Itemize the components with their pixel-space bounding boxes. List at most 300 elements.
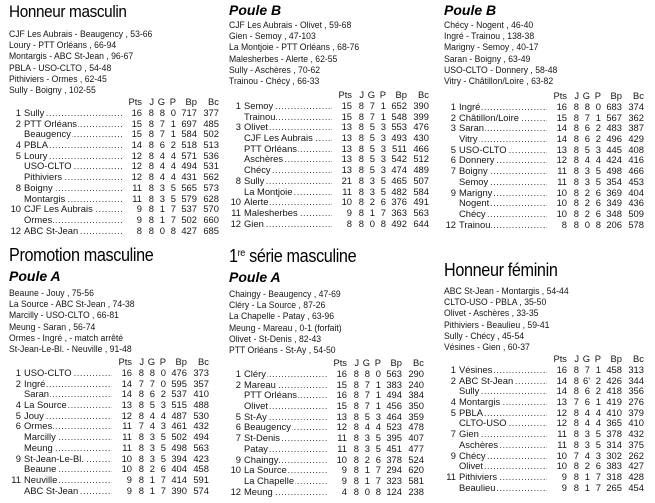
team-name: Boigny	[459, 166, 488, 177]
stat-j: 8	[573, 100, 579, 112]
stat-g: 2	[584, 197, 590, 209]
header-bc: Bc	[208, 96, 219, 108]
team-name: USO-CLTO	[24, 161, 72, 172]
team-name: PTT Orléans	[244, 143, 297, 154]
stat-g: 6	[584, 122, 590, 134]
header-pts: Pts	[333, 357, 347, 369]
stat-pts: 16	[556, 100, 567, 112]
stat-g: 8	[159, 106, 165, 118]
stat-j: 8	[573, 165, 579, 177]
team-name: Nogent	[459, 198, 490, 209]
stat-bp: 498	[606, 165, 622, 177]
team-name: Mareau	[244, 379, 276, 390]
stat-pts: 11	[122, 431, 132, 443]
team-name: Boigny	[24, 182, 53, 193]
rank: 1	[15, 106, 21, 118]
rank: 2	[15, 377, 21, 389]
match-result: Ingré - Trainou , 138-38	[444, 30, 535, 42]
stat-g: 5	[584, 143, 590, 155]
header-bc: Bc	[418, 89, 429, 101]
stat-g: 7	[369, 99, 375, 111]
stat-j: 8	[358, 153, 364, 165]
stat-g: 4	[159, 171, 165, 183]
section-title: Honneur féminin	[444, 260, 558, 280]
stat-bp: 697	[181, 117, 197, 129]
team-cell	[244, 101, 334, 112]
match-result: Malesherbes - Alerte , 62-55	[229, 52, 338, 64]
team-cell	[244, 401, 329, 412]
stat-bc: 374	[628, 100, 644, 112]
stat-g: 4	[159, 149, 165, 161]
team-cell	[244, 165, 334, 176]
stat-bc: 410	[628, 417, 644, 429]
stat-bp: 445	[606, 143, 622, 155]
team-name: St-Jean-Le-Bl.	[24, 453, 84, 464]
match-result: ABC St-Jean - Montargis , 54-44	[444, 285, 569, 296]
match-result: Sully - Chécy , 45-54	[444, 329, 525, 341]
team-cell	[459, 177, 549, 188]
team-name: USO-CLTO	[459, 144, 507, 155]
stat-p: 6	[595, 207, 601, 219]
team-name: PTT Orléans	[24, 118, 77, 129]
team-cell	[24, 161, 124, 172]
team-name: Donnery	[459, 155, 495, 166]
stat-g: 7	[149, 377, 155, 389]
stat-p: 7	[170, 203, 176, 215]
rank: 1	[450, 100, 456, 112]
stat-bp: 483	[606, 122, 622, 134]
stat-j: 8	[358, 99, 364, 111]
stat-bp: 424	[606, 154, 622, 166]
stat-p: 6	[595, 186, 601, 198]
match-result: Montargis - ABC St-Jean , 96-67	[9, 50, 134, 62]
team-cell	[244, 208, 334, 219]
team-cell	[24, 183, 124, 194]
stat-p: 0	[595, 100, 601, 112]
standings-row	[229, 444, 424, 455]
team-cell	[24, 129, 124, 140]
rank	[9, 161, 24, 172]
rank	[444, 483, 459, 494]
rank: 7	[235, 432, 241, 444]
team-name: Pithiviers	[459, 471, 498, 482]
team-cell	[459, 113, 549, 124]
title-superscript: re	[237, 248, 245, 259]
stat-p: 5	[160, 431, 166, 443]
stat-g: 7	[584, 363, 590, 375]
stat-j: 8	[358, 196, 364, 208]
team-cell	[244, 176, 334, 187]
stat-g: 7	[159, 117, 165, 129]
header-team	[459, 354, 549, 365]
stat-bp: 383	[386, 378, 402, 390]
stat-pts: 13	[556, 143, 567, 155]
stat-bp: 548	[391, 110, 407, 122]
stat-p: 1	[595, 396, 601, 408]
stat-bc: 379	[628, 406, 644, 418]
stat-pts: 11	[122, 441, 132, 453]
stat-pts: 15	[341, 110, 352, 122]
stat-bp: 476	[171, 366, 187, 378]
stat-p: 6	[595, 460, 601, 472]
stat-p: 4	[375, 421, 381, 433]
stat-pts: 9	[341, 474, 347, 486]
stat-bc: 428	[628, 470, 644, 482]
team-name: La Source	[244, 465, 287, 476]
stat-bp: 595	[171, 377, 187, 389]
team-cell	[459, 472, 549, 483]
stat-j: 8	[573, 406, 579, 418]
stat-p: 6	[595, 197, 601, 209]
match-result: Saran - Boigny , 63-49	[444, 52, 531, 64]
team-cell	[24, 151, 124, 162]
stat-p: 1	[380, 99, 386, 111]
stat-bc: 562	[203, 171, 219, 183]
stat-g: 5	[364, 410, 370, 422]
stat-bp: 427	[181, 224, 197, 236]
results-list	[444, 19, 654, 86]
rank: 11	[11, 473, 21, 485]
stat-pts: 8	[561, 218, 567, 230]
team-cell	[459, 376, 549, 387]
stat-pts: 9	[126, 473, 132, 485]
stat-j: 8	[573, 218, 579, 230]
stat-bc: 509	[628, 207, 644, 219]
match-result: La Chapelle - Patay , 63-96	[229, 310, 335, 322]
stat-bc: 563	[413, 206, 429, 218]
stat-g: 3	[149, 452, 155, 464]
rank: 6	[235, 421, 241, 433]
stat-g: 0	[369, 217, 375, 229]
stat-bc: 436	[628, 197, 644, 209]
stat-g: 1	[584, 470, 590, 482]
stat-g: 1	[159, 213, 165, 225]
team-name: Alerte	[244, 197, 269, 208]
rank: 5	[15, 409, 21, 421]
stat-pts: 11	[337, 442, 347, 454]
stat-g: 1	[369, 206, 375, 218]
standings-row	[444, 440, 644, 451]
standings-row	[229, 219, 429, 230]
stat-j: 8	[573, 133, 579, 145]
header-j: J	[149, 96, 154, 108]
match-result: PTT Orléans - St-Ay , 54-50	[229, 344, 336, 356]
stat-p: 4	[170, 171, 176, 183]
match-result: Loury - PTT Orléans , 66-94	[9, 39, 117, 51]
stat-pts: 16	[131, 106, 142, 118]
stat-g: 7	[159, 128, 165, 140]
stat-bp: 518	[181, 139, 197, 151]
stat-pts: 15	[336, 378, 347, 390]
match-result: Marcilly - USO-CLTO , 66-81	[9, 309, 119, 321]
stat-p: 3	[595, 449, 601, 461]
stat-p: 3	[380, 142, 386, 154]
team-name: Saran	[24, 389, 50, 400]
stat-p: 2	[595, 122, 601, 134]
match-result: Gien - Semoy , 47-103	[229, 30, 316, 42]
stat-pts: 9	[561, 470, 567, 482]
rank: 5	[450, 143, 456, 155]
stat-g: 4	[159, 160, 165, 172]
stat-pts: 13	[341, 142, 352, 154]
stat-g: 8	[364, 367, 370, 379]
stat-bc: 578	[628, 218, 644, 230]
stat-bc: 488	[193, 399, 209, 411]
rank: 6	[15, 420, 21, 432]
stat-bc: 466	[628, 165, 644, 177]
team-cell	[24, 443, 114, 454]
stat-pts: 14	[121, 388, 132, 400]
stat-bp: 419	[606, 396, 622, 408]
team-cell	[459, 198, 549, 209]
team-name: Pithiviers	[24, 172, 63, 183]
team-name: Montargis	[459, 397, 501, 408]
team-cell	[244, 122, 334, 133]
stat-bp: 494	[181, 160, 197, 172]
header-pts: Pts	[338, 89, 352, 101]
stat-bc: 513	[203, 139, 219, 151]
rank: 1	[235, 367, 241, 379]
match-result: Vitry - Châtillon/Loire , 63-82	[444, 75, 554, 87]
rank	[229, 133, 244, 144]
stat-bp: 553	[391, 121, 407, 133]
stat-pts: 16	[556, 363, 567, 375]
stat-g: 6	[584, 385, 590, 397]
stat-p: 1	[170, 128, 176, 140]
stat-p: 4	[160, 409, 166, 421]
match-result: Meung - Mareau , 0-1 (forfait)	[229, 321, 342, 333]
team-cell	[459, 451, 549, 462]
team-name: Meung	[244, 486, 273, 497]
team-cell	[24, 172, 124, 183]
stat-j: 8	[148, 171, 154, 183]
poule-title: Poule A	[229, 269, 281, 285]
team-name: Chécy	[459, 208, 486, 219]
stat-bc: 502	[203, 128, 219, 140]
stat-j: 8	[353, 389, 359, 401]
stat-p: 3	[380, 164, 386, 176]
team-cell	[459, 365, 549, 376]
section-title: Promotion masculine	[9, 245, 154, 265]
stat-g: 6	[584, 133, 590, 145]
rank: 4	[15, 399, 21, 411]
team-name: Malesherbes	[244, 207, 298, 218]
rank	[9, 486, 24, 497]
team-cell	[459, 461, 549, 472]
stat-p: 5	[595, 438, 601, 450]
stat-pts: 10	[336, 453, 347, 465]
stat-j: 8	[353, 367, 359, 379]
team-name: Ingré	[459, 101, 481, 112]
stat-j: 8	[353, 453, 359, 465]
stat-p: 7	[160, 473, 166, 485]
stat-bc: 390	[413, 99, 429, 111]
header-bp: Bp	[610, 90, 622, 102]
match-result: Pithiviers - Ormes , 62-45	[9, 72, 107, 84]
stat-j: 8	[573, 122, 579, 134]
team-name: Cléry	[244, 368, 266, 379]
header-team	[24, 357, 114, 368]
rank: 2	[450, 111, 456, 123]
match-result: CJF Les Aubrais - Olivet , 59-68	[229, 19, 352, 30]
stat-pts: 4	[341, 485, 347, 497]
stat-bp: 394	[171, 452, 187, 464]
stat-bp: 563	[386, 367, 402, 379]
header-bp: Bp	[175, 356, 187, 368]
team-name: La Source	[24, 400, 67, 411]
team-name: Olivet	[459, 461, 483, 472]
stat-pts: 15	[341, 99, 352, 111]
stat-g: 2	[364, 453, 370, 465]
stat-bp: 314	[606, 438, 622, 450]
stat-j: 8	[358, 185, 364, 197]
stat-j: 7	[138, 377, 144, 389]
stat-j: 8	[573, 481, 579, 493]
team-name: CLTO-USO	[459, 418, 507, 429]
stat-pts: 13	[341, 164, 352, 176]
stat-bp: 465	[391, 174, 407, 186]
stat-j: 8	[148, 117, 154, 129]
rank: 7	[450, 428, 456, 440]
header-g: G	[157, 96, 165, 108]
stat-bp: 565	[181, 181, 197, 193]
stat-bp: 426	[606, 374, 622, 386]
team-cell	[24, 215, 124, 226]
stat-p: 4	[595, 406, 601, 418]
stat-p: 1	[380, 110, 386, 122]
header-j: J	[359, 89, 364, 101]
stat-g: 7	[364, 400, 370, 412]
stat-j: 8	[138, 409, 144, 421]
match-result: Vésines - Gien , 60-37	[444, 341, 530, 353]
header-bp: Bp	[185, 96, 197, 108]
team-cell	[244, 187, 334, 198]
results-list	[444, 285, 654, 352]
header-team	[24, 97, 124, 108]
stat-pts: 12	[556, 406, 567, 418]
rank: 9	[450, 186, 456, 198]
stat-bp: 542	[391, 153, 407, 165]
stat-bp: 124	[386, 485, 402, 497]
stat-pts: 13	[121, 399, 132, 411]
stat-j: 8	[148, 149, 154, 161]
stat-bc: 408	[628, 143, 644, 155]
match-result: La Montjoie - PTT Orléans , 68-76	[229, 41, 360, 53]
stat-pts: 10	[556, 460, 567, 472]
stat-pts: 9	[136, 213, 142, 225]
stat-j: 8	[353, 464, 359, 476]
header-j: J	[574, 90, 579, 102]
stat-p: 4	[595, 417, 601, 429]
section-premiere-serie	[229, 244, 434, 497]
stat-bp: 376	[391, 196, 407, 208]
rank: 12	[445, 218, 456, 230]
stat-bc: 581	[408, 474, 424, 486]
stat-bp: 378	[606, 428, 622, 440]
team-name: Beaune	[24, 464, 57, 475]
stat-pts: 14	[131, 139, 142, 151]
stat-bc: 466	[413, 142, 429, 154]
team-name: Chaingy	[244, 454, 279, 465]
stat-p: 5	[595, 165, 601, 177]
team-cell	[244, 380, 329, 391]
rank: 2	[235, 378, 241, 390]
team-cell	[459, 483, 549, 494]
stat-bp: 363	[391, 206, 407, 218]
stat-bc: 399	[413, 110, 429, 122]
rank: 5	[450, 406, 456, 418]
stat-j: 8	[573, 460, 579, 472]
standings-row	[444, 483, 644, 494]
header-g: G	[582, 90, 590, 102]
stat-pts: 16	[336, 367, 347, 379]
stat-bc: 507	[413, 174, 429, 186]
stat-pts: 9	[126, 484, 132, 496]
team-name: La Chapelle	[244, 475, 295, 486]
match-result: CJF Les Aubrais - Beaugency , 53-66	[9, 28, 153, 39]
stat-pts: 12	[336, 421, 347, 433]
rank: 9	[15, 452, 21, 464]
stat-j: 8	[353, 442, 359, 454]
stat-g: 2	[584, 207, 590, 219]
title-number: 1	[229, 246, 238, 266]
match-result: Sully - Boigny , 102-55	[9, 84, 96, 96]
stat-pts: 11	[337, 432, 347, 444]
stat-bc: 489	[413, 164, 429, 176]
rank: 9	[235, 453, 241, 465]
stat-bc: 563	[193, 441, 209, 453]
header-team	[244, 90, 334, 101]
stat-bp: 567	[606, 111, 622, 123]
team-cell	[24, 421, 114, 432]
section-title	[229, 244, 414, 266]
stat-p: 6	[375, 453, 381, 465]
stat-g: 1	[149, 484, 155, 496]
stat-p: 7	[375, 464, 381, 476]
stat-bp: 390	[171, 484, 187, 496]
team-cell	[459, 440, 549, 451]
team-cell	[244, 476, 329, 487]
team-cell	[459, 166, 549, 177]
team-cell	[24, 194, 124, 205]
stat-bp: 348	[606, 207, 622, 219]
stat-bp: 717	[181, 106, 197, 118]
stat-g: 3	[584, 175, 590, 187]
stat-j: 8	[573, 175, 579, 187]
stat-j: 8	[353, 378, 359, 390]
rank: 5	[235, 410, 241, 422]
stat-pts: 12	[556, 417, 567, 429]
stat-j: 8	[358, 206, 364, 218]
match-result: USO-CLTO - Donnery , 58-48	[444, 63, 558, 75]
team-name: Olivet	[244, 401, 268, 412]
stat-bc: 350	[408, 400, 424, 412]
stat-g: 6'	[582, 374, 590, 386]
stat-bc: 416	[628, 154, 644, 166]
match-result: Sully - Aschères , 70-62	[229, 63, 321, 75]
team-name: Sully	[459, 386, 480, 397]
header-bc: Bc	[633, 353, 644, 365]
stat-p: 6	[160, 463, 166, 475]
stat-bp: 414	[171, 473, 187, 485]
team-name: Marigny	[459, 187, 493, 198]
team-cell	[459, 429, 549, 440]
stat-p: 2	[595, 374, 601, 386]
match-result: Marigny - Semoy , 40-17	[444, 41, 539, 53]
rank: 12	[10, 224, 21, 236]
stat-p: 3	[380, 121, 386, 133]
stat-g: 4	[364, 421, 370, 433]
